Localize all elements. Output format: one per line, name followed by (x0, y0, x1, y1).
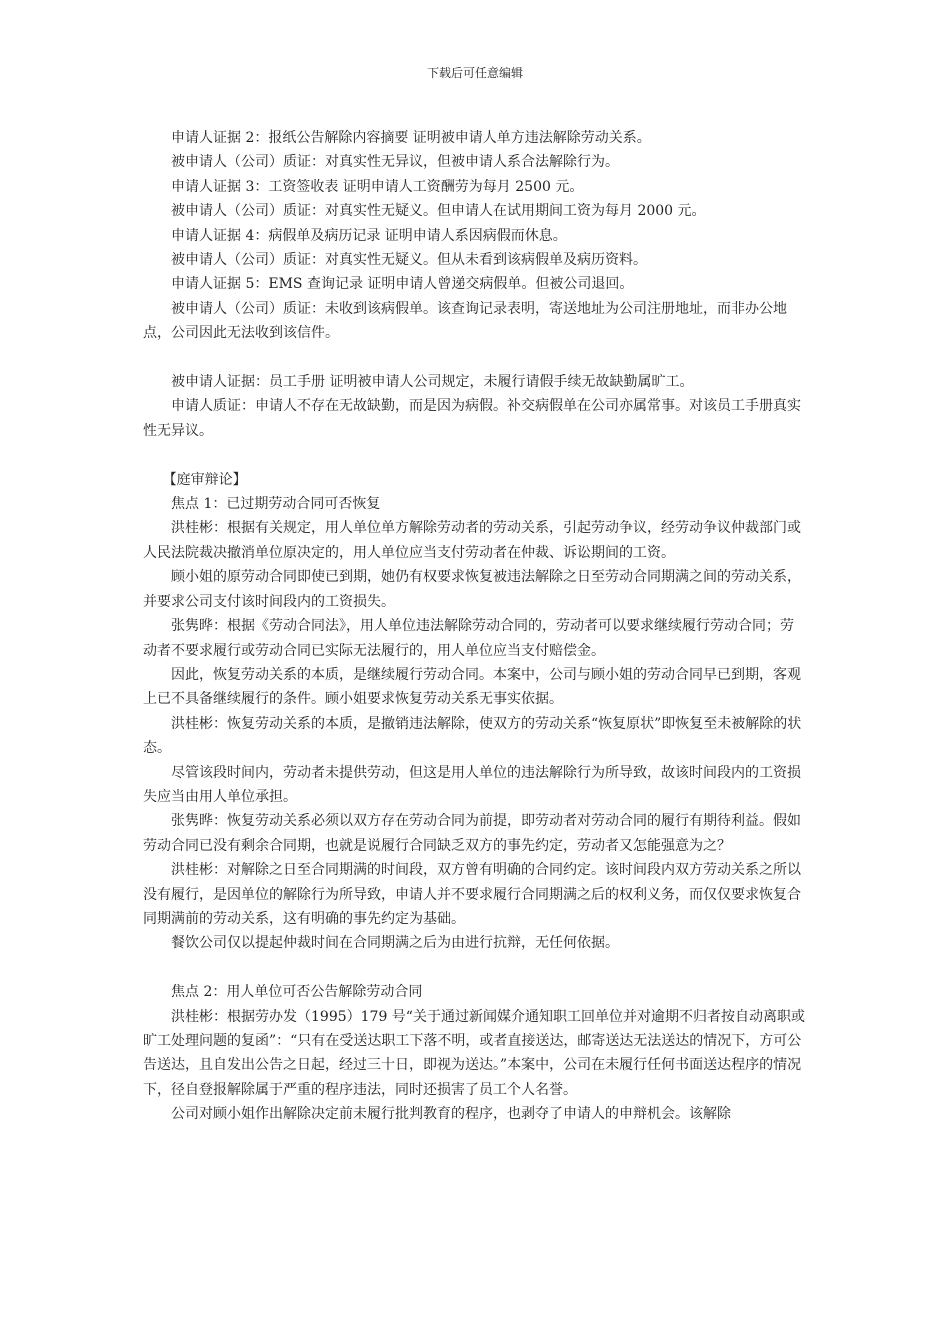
paragraph: 申请人证据 5：EMS 查询记录 证明申请人曾递交病假单。但被公司退回。 (171, 276, 634, 293)
paragraph: 被申请人（公司）质证：对真实性无异议，但被申请人系合法解除行为。 (171, 154, 619, 171)
paragraph: 申请人证据 2：报纸公告解除内容摘要 证明被申请人单方违法解除劳动关系。 (171, 130, 651, 146)
paragraph: 被申请人（公司）质证：对真实性无疑义。但申请人在试用期间工资为每月 2000 元。 (171, 203, 706, 220)
paragraph: 洪桂彬：根据劳办发（1995）179 号“关于通过新闻媒介通知职工回单位并对逾期不归者按自动离职或旷工处理问题的复函”：“只有在受送达职工下落不明，或者直接送达，邮寄送达无法送达的情况下，方可公告送达，且自发出公告之日起，经过三十日，即视为送达。”本案中，公司在未履行任何书面送达程序的情况下，径自登报解除属于严重的程序违法，同时还损害了员工个人名誉。 (143, 1008, 805, 1098)
blank-line (143, 443, 807, 467)
paragraph: 申请人质证：申请人不存在无故缺勤，而是因为病假。补交病假单在公司亦属常事。对该员工手册真实性无异议。 (143, 398, 801, 439)
paragraph: 被申请人（公司）质证：未收到该病假单。该查询记录表明，寄送地址为公司注册地址，而非办公地点，公司因此无法收到该信件。 (143, 300, 787, 342)
paragraph: 洪桂彬：根据有关规定，用人单位单方解除劳动者的劳动关系，引起劳动争议，经劳动争议仲裁部门或人民法院裁决撤消单位原决定的，用人单位应当支付劳动者在仲裁、诉讼期间的工资。 (143, 520, 801, 561)
paragraph: 张隽晔：恢复劳动关系必须以双方存在劳动合同为前提，即劳动者对劳动合同的履行有期待利益。假如劳动合同已没有剩余合同期，也就是说履行合同缺乏双方的事先约定，劳动者又怎能强意为之？ (143, 813, 801, 854)
paragraph: 张隽晔：根据《劳动合同法》，用人单位违法解除劳动合同的，劳动者可以要求继续履行劳动合同；劳动者不要求履行或劳动合同已实际无法履行的，用人单位应当支付赔偿金。 (143, 618, 794, 659)
paragraph: 申请人证据 3：工资签收表 证明申请人工资酬劳为每月 2500 元。 (171, 178, 584, 195)
focus-heading: 焦点 2：用人单位可否公告解除劳动合同 (171, 984, 423, 1001)
paragraph: 洪桂彬：恢复劳动关系的本质，是撤销违法解除，使双方的劳动关系“恢复原状”即恢复至未被解除的状态。 (143, 715, 802, 757)
blank-line (143, 346, 807, 370)
paragraph: 餐饮公司仅以提起仲裁时间在合同期满之后为由进行抗辩，无任何依据。 (171, 935, 619, 952)
page-header: 下载后可任意编辑 (426, 66, 523, 80)
paragraph: 被申请人证据：员工手册 证明被申请人公司规定，未履行请假手续无故缺勤属旷工。 (171, 374, 694, 391)
paragraph: 顾小姐的原劳动合同即使已到期，她仍有权要求恢复被违法解除之日至劳动合同期满之间的劳动关系，并要求公司支付该时间段内的工资损失。 (143, 569, 801, 610)
paragraph: 申请人证据 4：病假单及病历记录 证明申请人系因病假而休息。 (171, 227, 567, 244)
blank-line (143, 956, 807, 980)
document-body (143, 126, 807, 1127)
paragraph: 被申请人（公司）质证：对真实性无疑义。但从未看到该病假单及病历资料。 (171, 252, 647, 269)
section-heading: 【庭审辩论】 (162, 471, 247, 488)
paragraph: 尽管该段时间内，劳动者未提供劳动，但这是用人单位的违法解除行为所导致，故该时间段内的工资损失应当由用人单位承担。 (143, 764, 801, 805)
focus-heading: 焦点 1：已过期劳动合同可否恢复 (171, 496, 381, 513)
paragraph: 洪桂彬：对解除之日至合同期满的时间段，双方曾有明确的合同约定。该时间段内双方劳动关系之所以没有履行，是因单位的解除行为所导致，申请人并不要求履行合同期满之后的权利义务，而仅仅要求恢复合同期满前的劳动关系，这有明确的事先约定为基础。 (143, 862, 801, 927)
paragraph: 因此，恢复劳动关系的本质，是继续履行劳动合同。本案中，公司与顾小姐的劳动合同早已到期，客观上已不具备继续履行的条件。顾小姐要求恢复劳动关系无事实依据。 (143, 666, 801, 708)
paragraph: 公司对顾小姐作出解除决定前未履行批判教育的程序，也剥夺了申请人的申辩机会。该解除 (171, 1106, 731, 1123)
